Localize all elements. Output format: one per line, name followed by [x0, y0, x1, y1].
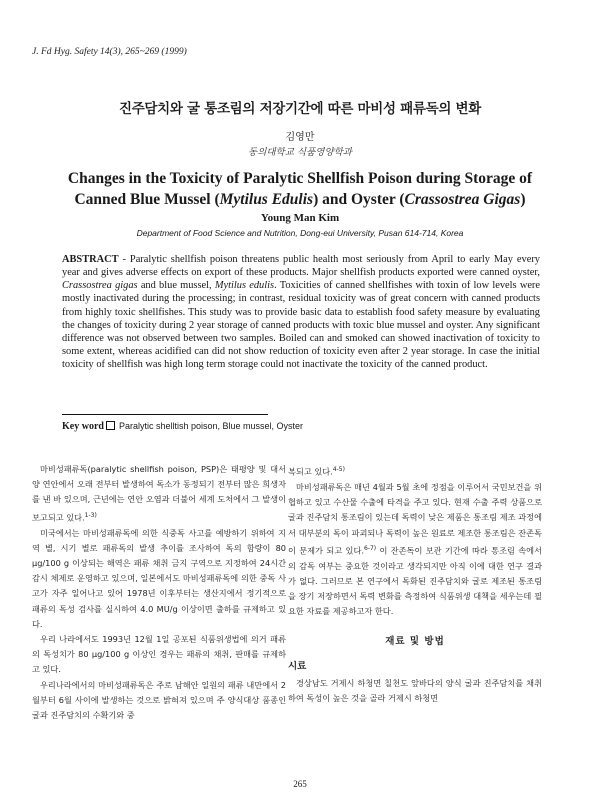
body-text: 마비성패류독은 매년 4월과 5월 초에 정점을 이루어서 국민보건을 위협하고 있고 수산물 수출에 타격을 주고 있다. 현재 수출 주력 상품으로 굴과 진주담치 통조림이 있는데 독력이 낮은 제품은 통조림 제조 과정에서 대부분의 독이 파괴되나 독력이 높은 원료로 제조한 통조림은 잔존독이 문제가 되고 있다.	[288, 481, 542, 556]
korean-title: 진주담치와 굴 통조림의 저장기간에 따른 마비성 패류독의 변화	[118, 101, 482, 117]
abstract-divider	[62, 414, 268, 415]
body-text: 마비성패류독(paralytic shellfish poison, PSP)은 태평양 및 대서양 연안에서 오래 전부터 발생하여 독소가 동정되기 전부터 많은 희생자를 낸 바 있으며, 근년에는 연안 오염과 더불어 세계 도처에서 그 발생이 보고되고 있다.	[32, 464, 286, 523]
body-text: 복되고 있다.	[288, 466, 333, 477]
abstract-text: . Toxicities of canned shellfishes with toxin of low levels were mostly inactivated during the processing; in contrast, residual toxicity was of great concern with canned products from highly toxic shellfishes. This study was to provide basic data to establish food safety measure by evaluating the changes of toxicity during 2 year storage of canned products with toxic blue mussel and oyster. Any significant difference was not observed between two samples. Boiled can and smoked can showed inactivation of toxicity to some extent, whereas acidified can did not show reduction of toxicity even after 2 year storage. In case the initial toxicity of shellfish was high long term storage could not inactivate the toxicity of the canned product.	[62, 280, 541, 371]
body-text: 이 잔존독이 보관 기간에 따라 통조림 속에서의 감독 여부는 중요한 것이라고 생각되지만 아직 이에 대한 연구 결과가 없다. 그러므로 본 연구에서 독화된 진주담치와 굴로 제조된 통조림을 장기 저장하면서 독력 변화를 측정하여 식품위생 대책을 세우는데 필요한 자료를 제공하고자 한다.	[288, 545, 542, 617]
keywords-text: Paralytic shelltish poison, Blue mussel, Oyster	[118, 421, 304, 431]
korean-author: 김영만	[285, 132, 315, 143]
reference-superscript: 6-7)	[363, 544, 377, 552]
english-author: Young Man Kim	[260, 212, 340, 224]
body-paragraph: 우리나라에서의 마비성패류독은 주로 남해안 일원의 패류 내만에서 2월부터 6월 사이에 발생하는 것으로 밝혀져 있으며 주 양식대상 품종인 굴과 진주담치의 수확기와 중	[32, 679, 286, 720]
reference-superscript: 1-3)	[84, 511, 97, 519]
checkbox-square-icon	[106, 421, 115, 430]
section-heading: 재료 및 방법	[385, 635, 445, 647]
english-title	[20, 168, 580, 210]
english-title-line1: Changes in the Toxicity of Paralytic Shellfish Poison during Storage of	[67, 170, 533, 187]
abstract-text: - Paralytic shellfish poison threatens public health most seriously from April to early May every year and gives adverse effects on export of these products. Major shellfish products exported were canned oyster,	[62, 254, 540, 279]
body-column-right	[288, 462, 542, 706]
abstract-species: Crassostrea gigas	[62, 280, 138, 292]
body-paragraph	[32, 462, 286, 526]
abstract-species: Mytilus edulis	[214, 280, 275, 292]
abstract-text: and blue mussel,	[137, 280, 215, 292]
reference-superscript: 4-5)	[332, 466, 345, 473]
body-paragraph	[288, 480, 542, 620]
body-paragraph: 경상남도 거제시 하청면 칠천도 앞바다의 양식 굴과 진주담치를 채취하여 독성이 높은 것을 골라 거제시 하청면	[288, 677, 542, 704]
korean-affiliation: 동의대학교 식품영양학과	[248, 147, 352, 158]
page-number: 265	[293, 779, 307, 789]
species-name-oyster: Crassostrea Gigas	[404, 191, 521, 208]
body-paragraph	[288, 462, 542, 480]
keywords	[62, 421, 303, 432]
subsection-heading: 시료	[288, 660, 307, 672]
english-title-line2-part: )	[520, 191, 526, 208]
english-title-line2-part: Canned Blue Mussel (	[74, 191, 220, 208]
abstract	[62, 253, 540, 371]
journal-citation: J. Fd Hyg. Safety 14(3), 265~269 (1999)	[32, 47, 187, 57]
english-title-line2-part: ) and Oyster (	[313, 191, 405, 208]
body-paragraph: 미국에서는 마비성패류독에 의한 식중독 사고를 예방하기 위하여 지역 별, 시기 별로 패류독의 발생 추이를 조사하여 독의 함량이 80 μg/100 g 이상되는 해역은 패류 채취 금지 구역으로 지정하여 24시간 감시 체제로 운영하고 있으며, 일본에서도 마비성패류독에 의한 중독 사고가 자주 일어나고 있어 1978년 이후부터는 생산지에서 정기적으로 패류의 독성 검사를 실시하여 4.0 MU/g 이상이면 출하를 규제하고 있다.	[32, 527, 286, 629]
english-affiliation: Department of Food Science and Nutrition, Dong-eui University, Pusan 614-714, Korea	[136, 228, 464, 238]
abstract-label: ABSTRACT	[62, 254, 119, 265]
keywords-label: Key word	[62, 421, 104, 432]
body-paragraph: 우리 나라에서도 1993년 12월 1일 공포된 식품위생법에 의거 패류의 독성치가 80 μg/100 g 이상인 경우는 패류의 채취, 판매를 규제하고 있다.	[32, 633, 286, 675]
species-name-mussel: Mytilus Edulis	[219, 191, 314, 208]
body-column-left	[32, 462, 286, 723]
